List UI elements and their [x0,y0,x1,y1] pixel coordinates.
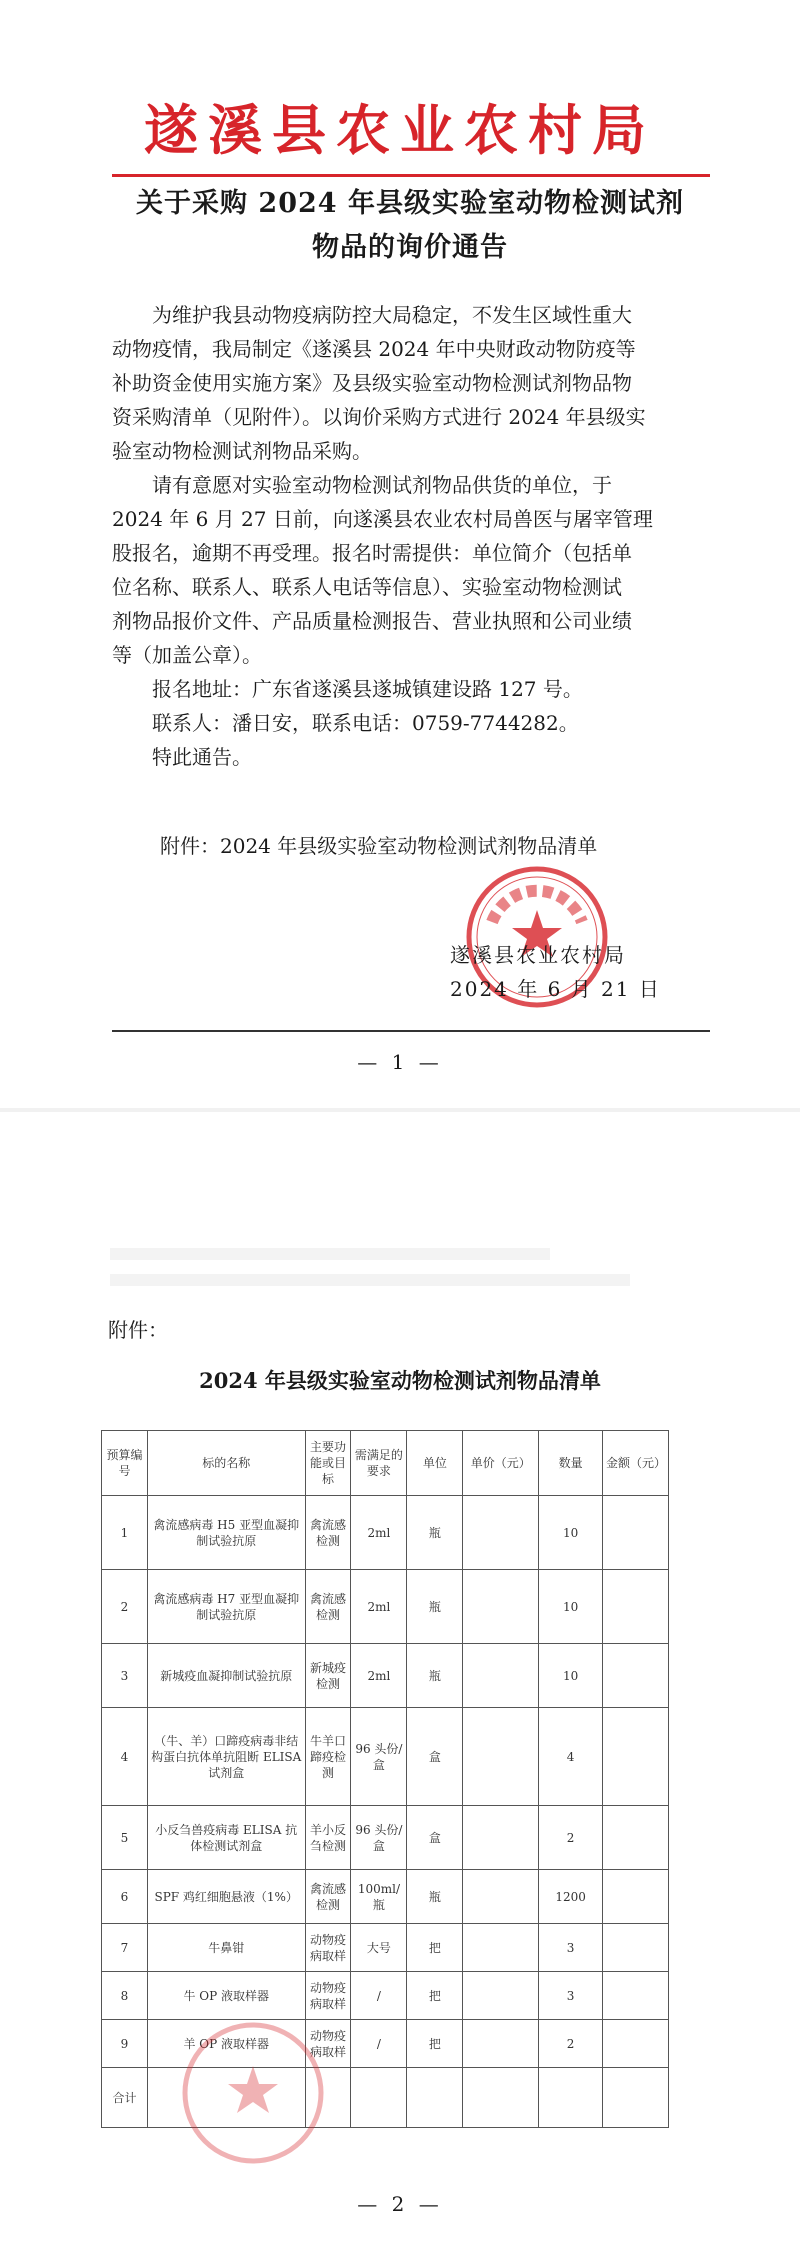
attachment-note: 附件：2024 年县级实验室动物检测试剂物品清单 [160,834,598,858]
table-row [102,1924,669,1972]
cell: 牛羊口蹄疫检测 [305,1708,351,1806]
cell [603,2020,669,2068]
header-budget-no: 预算编号 [102,1431,148,1496]
cell [603,1972,669,2020]
closing-text: 特此通告。 [152,745,252,769]
text-line: 请有意愿对实验室动物检测试剂物品供货的单位，于 [152,473,612,497]
cell: 盒 [407,1806,463,1870]
cell: 1200 [539,1870,603,1924]
table-row [102,1708,669,1806]
cell: 3 [539,1924,603,1972]
text-line: 资采购清单（见附件）。以询价采购方式进行 2024 年县级实 [112,405,646,429]
cell: 7 [102,1924,148,1972]
cell [463,1870,539,1924]
cell: 禽流感检测 [305,1870,351,1924]
cell [603,1644,669,1708]
org-header: 遂溪县农业农村局 [144,99,656,162]
cell [463,1708,539,1806]
cell: 2ml [351,1496,407,1570]
cell [603,1570,669,1644]
cell: 2 [539,1806,603,1870]
cell: 禽流感病毒 H7 亚型血凝抑制试验抗原 [147,1570,305,1644]
cell: 1 [102,1496,148,1570]
cell: 动物疫病取样 [305,1924,351,1972]
total-label: 合计 [102,2068,148,2128]
red-divider [112,174,710,177]
cell [603,2068,669,2128]
page-number: — 1 — [357,1050,443,1074]
contact-info: 联系人：潘日安，联系电话：0759-7744282。 [152,711,579,735]
cell: 3 [539,1972,603,2020]
cell: 9 [102,2020,148,2068]
signature-date: 2024 年 6 月 21 日 [450,977,661,1001]
cell: 10 [539,1570,603,1644]
cell [463,2068,539,2128]
cell [463,1644,539,1708]
footer-divider [112,1030,710,1032]
cell: 5 [102,1806,148,1870]
table-row [102,1644,669,1708]
page-1 [0,0,800,1112]
cell [351,2068,407,2128]
cell [603,1806,669,1870]
attachment-label: 附件： [108,1318,168,1342]
cell: 10 [539,1644,603,1708]
cell: 96 头份/盒 [351,1708,407,1806]
cell: SPF 鸡红细胞悬液（1%） [147,1870,305,1924]
table-row [102,1972,669,2020]
cell: 把 [407,2020,463,2068]
text-line: 补助资金使用实施方案》及县级实验室动物检测试剂物品物 [112,371,632,395]
cell: 牛 OP 液取样器 [147,1972,305,2020]
cell [603,1924,669,1972]
signature-block [450,938,661,1006]
header-unit-price: 单价（元） [463,1431,539,1496]
cell: 100ml/瓶 [351,1870,407,1924]
cell: 小反刍兽疫病毒 ELISA 抗体检测试剂盒 [147,1806,305,1870]
cell [463,1496,539,1570]
table-row [102,1570,669,1644]
cell: 禽流感病毒 H5 亚型血凝抑制试验抗原 [147,1496,305,1570]
document-title [110,182,710,270]
cell [463,1570,539,1644]
cell: 盒 [407,1708,463,1806]
paragraph-1 [112,298,706,468]
cell: 2ml [351,1570,407,1644]
cell [603,1870,669,1924]
faint-seal-icon [178,2018,328,2168]
cell: 6 [102,1870,148,1924]
header-item-name: 标的名称 [147,1431,305,1496]
cell: 4 [102,1708,148,1806]
text-line: 等（加盖公章）。 [112,643,262,667]
table-row [102,1806,669,1870]
cell: 禽流感检测 [305,1496,351,1570]
paragraph-2 [112,468,706,672]
cell: 瓶 [407,1870,463,1924]
cell: 禽流感检测 [305,1570,351,1644]
table-title: 2024 年县级实验室动物检测试剂物品清单 [199,1368,601,1393]
cell [603,1708,669,1806]
header-requirement: 需满足的要求 [351,1431,407,1496]
cell: 把 [407,1924,463,1972]
page-number: — 2 — [357,2192,443,2216]
text-line: 位名称、联系人、联系人电话等信息）、实验室动物检测试 [112,575,622,599]
cell: 瓶 [407,1570,463,1644]
signature-org: 遂溪县农业农村局 [450,943,626,967]
text-line: 为维护我县动物疫病防控大局稳定，不发生区域性重大 [152,303,632,327]
cell: 羊小反刍检测 [305,1806,351,1870]
cell: 动物疫病取样 [305,1972,351,2020]
title-line-2: 物品的询价通告 [312,232,508,263]
header-amount: 金额（元） [603,1431,669,1496]
cell [463,1806,539,1870]
cell: / [351,2020,407,2068]
header-quantity: 数量 [539,1431,603,1496]
cell: 8 [102,1972,148,2020]
table-row [102,1496,669,1570]
cell [463,1924,539,1972]
cell [539,2068,603,2128]
bleed-through-line [110,1248,550,1260]
signup-address: 报名地址：广东省遂溪县遂城镇建设路 127 号。 [152,677,583,701]
table-row [102,1870,669,1924]
cell: 4 [539,1708,603,1806]
text-line: 股报名，逾期不再受理。报名时需提供：单位简介（包括单 [112,541,632,565]
cell [407,2068,463,2128]
header-unit: 单位 [407,1431,463,1496]
cell [463,1972,539,2020]
text-line: 验室动物检测试剂物品采购。 [112,439,372,463]
cell: 牛鼻钳 [147,1924,305,1972]
cell: （牛、羊）口蹄疫病毒非结构蛋白抗体单抗阻断 ELISA 试剂盒 [147,1708,305,1806]
cell: 动物疫病取样 [305,2020,351,2068]
cell: 10 [539,1496,603,1570]
text-line: 2024 年 6 月 27 日前，向遂溪县农业农村局兽医与屠宰管理 [112,507,653,531]
cell [463,2020,539,2068]
cell: 2 [539,2020,603,2068]
cell: 新城疫血凝抑制试验抗原 [147,1644,305,1708]
header-function: 主要功能或目标 [305,1431,351,1496]
cell: 2 [102,1570,148,1644]
cell: 2ml [351,1644,407,1708]
cell: 羊 OP 液取样器 [147,2020,305,2068]
bleed-through-line [110,1274,630,1286]
cell: 96 头份/盒 [351,1806,407,1870]
cell: 新城疫检测 [305,1644,351,1708]
title-line-1: 关于采购 2024 年县级实验室动物检测试剂 [136,188,684,219]
cell: 3 [102,1644,148,1708]
notice-body [112,298,706,774]
cell: / [351,1972,407,2020]
cell: 把 [407,1972,463,2020]
cell: 瓶 [407,1644,463,1708]
table-header-row [102,1431,669,1496]
cell: 大号 [351,1924,407,1972]
text-line: 剂物品报价文件、产品质量检测报告、营业执照和公司业绩 [112,609,632,633]
text-line: 动物疫情，我局制定《遂溪县 2024 年中央财政动物防疫等 [112,337,636,361]
cell: 瓶 [407,1496,463,1570]
cell [603,1496,669,1570]
